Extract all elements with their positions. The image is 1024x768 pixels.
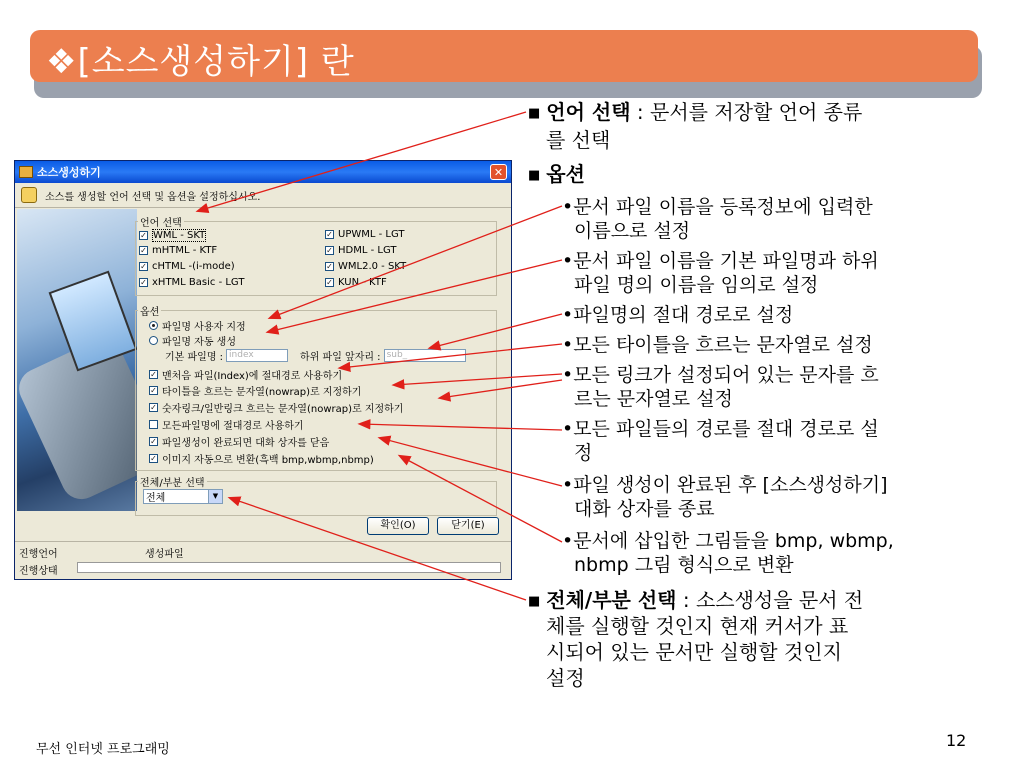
arrow-opt8 (400, 456, 562, 542)
note-lang: ■ 언어 선택 : 문서를 저장할 언어 종류 (528, 100, 863, 124)
lang-xhtml-lgt[interactable]: ✓ xHTML Basic - LGT (140, 277, 245, 288)
status-state-label: 진행상태 (19, 566, 58, 577)
option-close-on-finish[interactable]: ✓ 파일생성이 완료되면 대화 상자를 닫음 (150, 437, 330, 449)
arrow-opt3 (430, 314, 562, 348)
note-lang-2: 를 선택 (546, 128, 611, 152)
arrow-scope (230, 498, 526, 600)
note-opt3: •파일명의 절대 경로로 설정 (562, 304, 794, 326)
arrow-opt2 (268, 260, 562, 332)
footer-text: 무선 인터넷 프로그래밍 (36, 742, 170, 757)
arrow-opt5b (440, 380, 562, 398)
slide-title: ❖[소스생성하기] 란 (46, 42, 355, 82)
note-scope: ■ 전체/부분 선택 : 소스생성을 문서 전 (528, 588, 864, 612)
option-image-convert[interactable]: ✓ 이미지 자동으로 변환(흑백 bmp,wbmp,nbmp) (150, 454, 374, 466)
note-opt7-2: 대화 상자를 종료 (574, 498, 715, 520)
note-scope-4: 설정 (546, 666, 585, 690)
note-opt1-2: 이름으로 설정 (574, 220, 691, 242)
chevron-down-icon: ▼ (208, 490, 222, 503)
scope-value: 전체 (146, 493, 166, 504)
option-title-nowrap[interactable]: ✓ 타이틀을 흐르는 문자열(nowrap)로 지정하기 (150, 386, 362, 398)
note-opt6: •모든 파일들의 경로를 절대 경로로 설 (562, 418, 879, 440)
option-link-nowrap[interactable]: ✓ 숫자링크/일반링크 흐르는 문자열(nowrap)로 지정하기 (150, 403, 404, 415)
lang-hdml-lgt[interactable]: ✓ HDML - LGT (326, 245, 397, 256)
lang-wml2-skt[interactable]: ✓ WML2.0 - SKT (326, 261, 407, 272)
note-opt8-2: nbmp 그림 형식으로 변환 (574, 554, 794, 576)
note-opt8: •문서에 삽입한 그림들을 bmp, wbmp, (562, 530, 894, 552)
note-opt2-2: 파일 명의 이름을 임의로 설정 (574, 274, 819, 296)
instruction-text: 소스를 생성할 언어 선택 및 옵션을 설정하십시오. (45, 191, 261, 203)
arrow-opt4 (340, 344, 562, 368)
close-dialog-button[interactable]: 닫기(E) (437, 517, 499, 535)
lang-chtml-imode[interactable]: ✓ cHTML -(i-mode) (140, 261, 235, 272)
note-opt4: •모든 타이틀을 흐르는 문자열로 설정 (562, 334, 873, 356)
scope-group-label: 전체/부분 선택 (140, 478, 205, 489)
note-opt1: •문서 파일 이름을 등록정보에 입력한 (562, 196, 873, 218)
status-file-label: 생성파일 (145, 549, 184, 560)
note-opt5: •모든 링크가 설정되어 있는 문자를 흐 (562, 364, 879, 386)
radio-user-filename[interactable]: 파일명 사용자 지정 (149, 318, 246, 333)
note-opt7: •파일 생성이 완료된 후 [소스생성하기] (562, 474, 888, 496)
status-lang-label: 진행언어 (19, 549, 58, 560)
lang-upwml-lgt[interactable]: ✓ UPWML - LGT (326, 229, 405, 240)
arrow-lang (198, 112, 526, 211)
note-options: ■ 옵션 (528, 162, 585, 186)
note-scope-2: 체를 실행할 것인지 현재 커서가 표 (546, 614, 849, 638)
note-scope-3: 시되어 있는 문서만 실행할 것인지 (546, 640, 842, 664)
note-opt5-2: 르는 문자열로 설정 (574, 388, 733, 410)
option-all-abs-path[interactable]: 모든파일명에 절대경로 사용하기 (149, 417, 304, 432)
language-group-label: 언어 선택 (140, 218, 182, 229)
lang-wml-skt[interactable]: ✓ WML - SKT (140, 230, 206, 241)
lang-kun-ktf[interactable]: ✓ KUN - KTF (326, 277, 387, 288)
arrow-opt7 (380, 438, 562, 486)
note-opt2: •문서 파일 이름을 기본 파일명과 하위 (562, 250, 879, 272)
options-group-label: 옵션 (140, 307, 160, 318)
option-index-abs-path[interactable]: ✓ 맨처음 파일(Index)에 절대경로 사용하기 (150, 370, 343, 382)
lang-mhtml-ktf[interactable]: ✓ mHTML - KTF (140, 245, 218, 256)
ok-button[interactable]: 확인(O) (367, 517, 429, 535)
page-number: 12 (946, 731, 967, 750)
radio-auto-filename[interactable]: 파일명 자동 생성 (149, 333, 236, 348)
note-opt6-2: 정 (574, 442, 593, 464)
base-filename-row: 기본 파일명 : index 하위 파일 앞자리 : sub_ (165, 348, 466, 363)
arrow-opt1 (270, 206, 562, 318)
dialog-title: 소스생성하기 (37, 166, 101, 179)
close-button[interactable]: ✕ (490, 164, 507, 180)
arrow-opt6 (360, 424, 562, 430)
sub-prefix-input[interactable]: sub_ (384, 349, 466, 362)
base-filename-input[interactable]: index (226, 349, 288, 362)
